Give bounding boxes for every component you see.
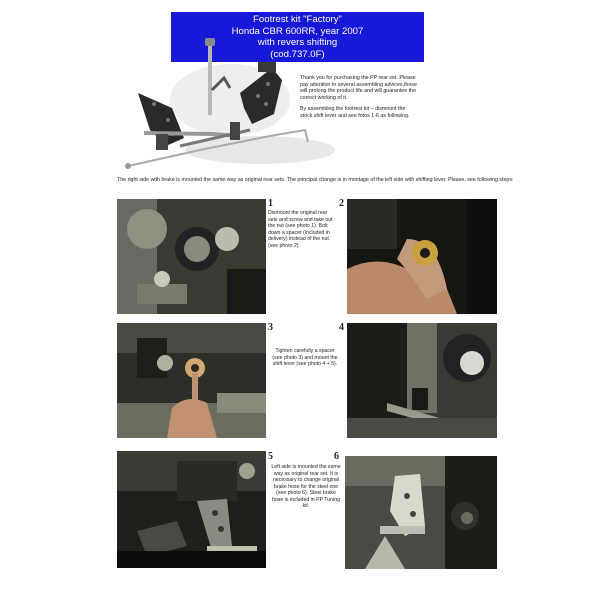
step-number-5: 5 <box>268 451 273 462</box>
intro-text: The right side with brake is mounted the same way as original rear sets. The principal change is in montage of the left side with shifting lever. Please, see following steps: <box>117 177 514 183</box>
photo-6 <box>345 456 497 569</box>
step-1-text: Dismount the original rear sets and screw and take out the nut (see photo 1). Bolt down a spacer (included in delivery) instead of the nut. (see photo 2) <box>268 210 333 249</box>
thank-you-note <box>300 75 418 125</box>
thank-you-paragraph: Thank you for purchasing the PP rear set. Please pay attention to several assembling advices,those will prolong the product life and will guarantee the correct working of it. <box>300 75 417 101</box>
photo-4 <box>347 323 497 438</box>
step-number-6: 6 <box>334 451 339 462</box>
step-5-text: Left side is mounted the same way as original rear set. It is necessary to change original brake hose for the steel one (see photo 6). Steel brake hose is included in PP Tuning kit. <box>271 464 341 509</box>
title-line-3: with revers shifting <box>257 37 338 48</box>
step-number-2: 2 <box>339 198 344 209</box>
step-number-1: 1 <box>268 198 273 209</box>
photo-2 <box>347 199 497 314</box>
title-line-2: Honda CBR 600RR, year 2007 <box>231 25 364 37</box>
title-line-1: Footrest kit "Factory" <box>253 14 342 25</box>
step-number-4: 4 <box>339 322 344 333</box>
photo-1 <box>117 199 266 314</box>
assembly-paragraph: By assembling the footrest kit – dismount the stock shift lever and see fotos 1-6 as following. <box>300 106 410 119</box>
photo-5 <box>117 451 266 568</box>
title-line-4: (cod.737.0F) <box>270 48 325 60</box>
step-3-text: Tighten carefully a spacer (see photo 3) and mount the shift lever (see photo 4 + 5). <box>272 348 338 367</box>
photo-3 <box>117 323 266 438</box>
step-number-3: 3 <box>268 322 273 333</box>
